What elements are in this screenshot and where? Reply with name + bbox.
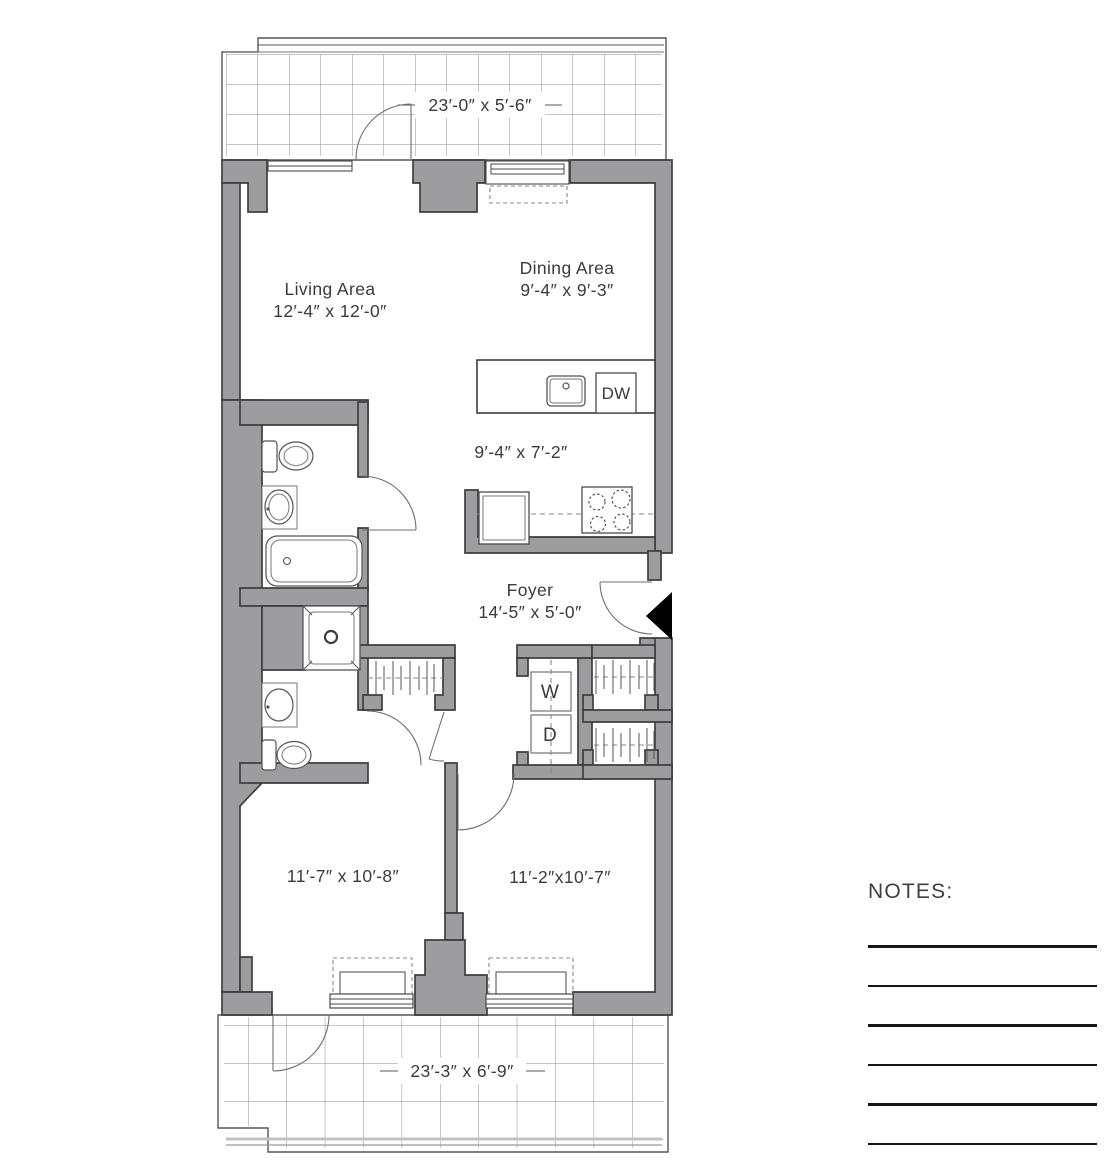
note-line bbox=[868, 985, 1097, 988]
washer-label: W bbox=[540, 682, 560, 703]
note-line bbox=[868, 1064, 1097, 1067]
living-dims: 12′-4″ x 12′-0″ bbox=[273, 301, 387, 321]
bedroom2-dims: 11′-2″x10′-7″ bbox=[509, 867, 611, 887]
terrace-top-dims: 23′-0″ x 5′-6″ bbox=[428, 95, 532, 115]
stove-icon bbox=[582, 487, 632, 533]
bedroom1-window bbox=[330, 958, 413, 1008]
sink-icon bbox=[262, 683, 297, 727]
note-line bbox=[868, 1024, 1097, 1027]
kitchen-sink-icon bbox=[547, 376, 585, 406]
dining-dims: 9′-4″ x 9′-3″ bbox=[520, 280, 614, 300]
notes-title: NOTES: bbox=[868, 880, 954, 903]
dryer-label: D bbox=[542, 725, 558, 746]
foyer-name: Foyer bbox=[506, 580, 554, 600]
toilet-icon bbox=[262, 441, 313, 472]
dining-window bbox=[486, 161, 569, 203]
terrace-top bbox=[222, 38, 666, 160]
note-line bbox=[868, 1103, 1097, 1106]
bedroom2-window bbox=[486, 958, 573, 1008]
note-line bbox=[868, 945, 1097, 948]
bathtub-icon bbox=[266, 536, 362, 586]
radiator-icon bbox=[490, 186, 567, 203]
bathroom2-door-swing bbox=[367, 711, 421, 765]
note-line bbox=[868, 1143, 1097, 1146]
closet-bedroom1 bbox=[368, 661, 443, 695]
foyer-dims: 14′-5″ x 5′-0″ bbox=[478, 602, 582, 622]
entry-arrow-icon bbox=[646, 592, 672, 640]
toilet-icon bbox=[262, 740, 311, 770]
shower-icon bbox=[303, 606, 360, 670]
kitchen-dims: 9′-4″ x 7′-2″ bbox=[474, 442, 568, 462]
entry-door-swing bbox=[600, 582, 652, 634]
sink-icon bbox=[262, 486, 297, 529]
refrigerator-icon bbox=[479, 492, 529, 544]
bedroom1-dims: 11′-7″ x 10′-8″ bbox=[286, 866, 400, 886]
closet-foyer-upper bbox=[594, 660, 654, 694]
living-window bbox=[268, 161, 352, 171]
terrace-bottom bbox=[218, 1015, 668, 1152]
bedroom2-door-swing bbox=[458, 774, 514, 830]
terrace-bottom-dims: 23′-3″ x 6′-9″ bbox=[410, 1061, 514, 1081]
washer-dryer bbox=[531, 660, 571, 777]
notes-section bbox=[868, 880, 1097, 1145]
dishwasher-label: DW bbox=[601, 384, 631, 403]
bathroom-1 bbox=[262, 441, 362, 586]
bedroom1-door-swing bbox=[429, 712, 444, 761]
dining-name: Dining Area bbox=[519, 258, 615, 278]
bathroom1-door-swing bbox=[362, 476, 416, 530]
living-name: Living Area bbox=[284, 279, 376, 299]
notes-lines bbox=[868, 945, 1097, 1145]
